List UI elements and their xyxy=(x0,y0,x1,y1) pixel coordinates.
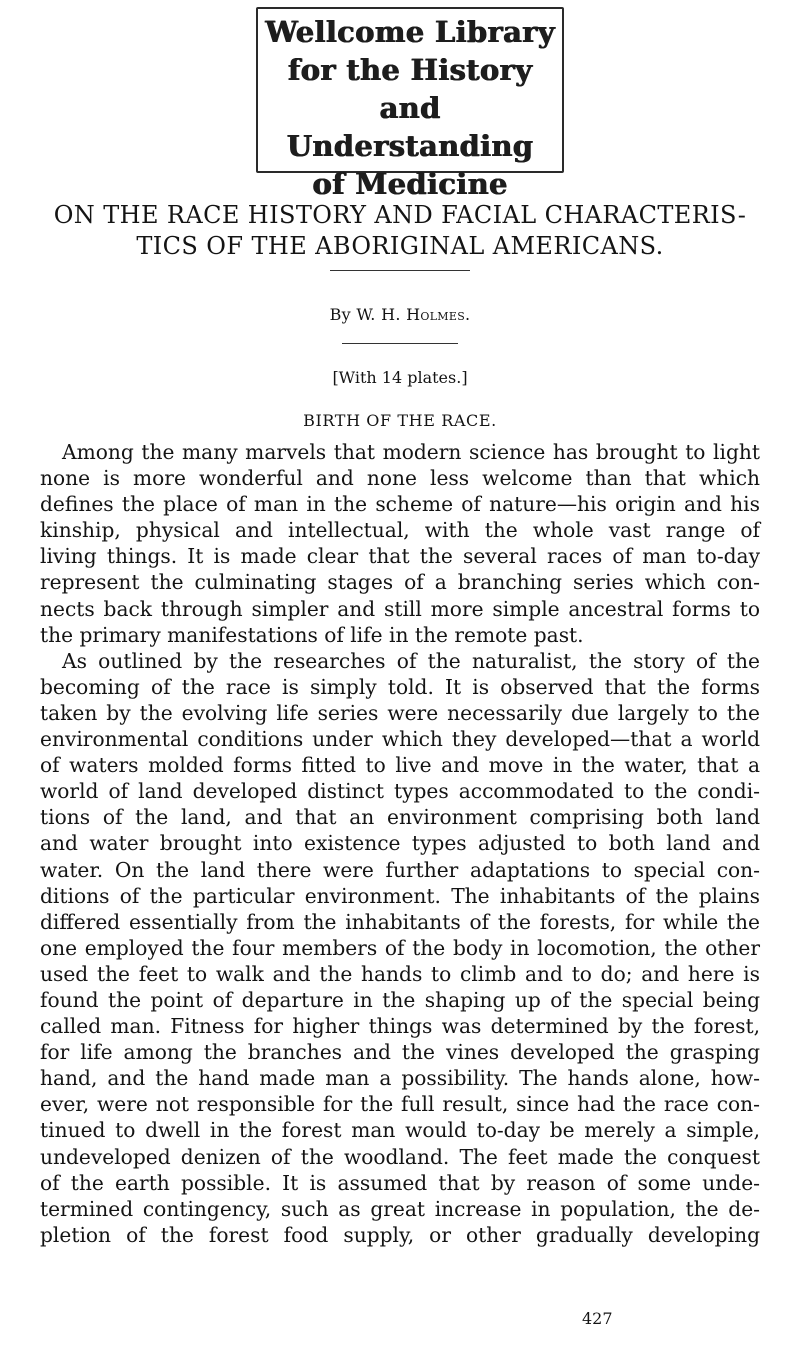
body-line: living things. It is made clear that the several races of man to-day xyxy=(40,544,760,569)
body-line: one employed the four members of the body in locomotion, the other xyxy=(40,935,760,960)
body-line: of waters molded forms fitted to live and move in the water, that a xyxy=(40,753,760,778)
byline xyxy=(0,305,800,324)
body-text xyxy=(40,439,760,1248)
title-divider xyxy=(330,270,470,271)
plates-note: [With 14 plates.] xyxy=(332,368,468,387)
body-line: tions of the land, and that an environment comprising both land xyxy=(40,805,760,830)
body-line: ever, were not responsible for the full result, since had the race con- xyxy=(40,1092,760,1117)
article-title-line-2: TICS OF THE ABORIGINAL AMERICANS. xyxy=(136,232,664,260)
stamp-line-4: of Medicine xyxy=(312,167,508,201)
body-line: nects back through simpler and still more simple ancestral forms to xyxy=(40,596,760,621)
byline-author: Holmes. xyxy=(406,305,471,324)
body-line: world of land developed distinct types accommodated to the condi- xyxy=(40,779,760,804)
page-number: 427 xyxy=(582,1309,613,1328)
body-line: of the earth possible. It is assumed that by reason of some unde- xyxy=(40,1170,760,1195)
body-line: Among the many marvels that modern science has brought to light xyxy=(62,440,760,464)
stamp-line-1: Wellcome Library xyxy=(265,15,555,49)
body-line: represent the culminating stages of a branching series which con- xyxy=(40,570,760,595)
body-line: defines the place of man in the scheme of nature—his origin and his xyxy=(40,492,760,517)
stamp-line-3: and Understanding xyxy=(286,91,534,163)
article-title xyxy=(40,200,760,262)
body-line: differed essentially from the inhabitants of the forests, for while the xyxy=(40,909,760,934)
body-line: kinship, physical and intellectual, with the whole vast range of xyxy=(40,518,760,543)
body-line: none is more wonderful and none less welcome than that which xyxy=(40,466,760,491)
body-line: water. On the land there were further adaptations to special con- xyxy=(40,857,760,882)
body-line: called man. Fitness for higher things was determined by the forest, xyxy=(40,1014,760,1039)
section-heading: BIRTH OF THE RACE. xyxy=(303,411,497,430)
article-title-line-1: ON THE RACE HISTORY AND FACIAL CHARACTERIS- xyxy=(53,201,747,229)
body-line: undeveloped denizen of the woodland. The feet made the conquest xyxy=(40,1144,760,1169)
body-line: taken by the evolving life series were necessarily due largely to the xyxy=(40,700,760,725)
body-line: environmental conditions under which they developed—that a world xyxy=(40,727,760,752)
body-line: pletion of the forest food supply, or other gradually developing xyxy=(40,1222,760,1247)
body-line: found the point of departure in the shaping up of the special being xyxy=(40,987,760,1012)
body-line: tinued to dwell in the forest man would to-day be merely a simple, xyxy=(40,1118,760,1143)
byline-prefix: By W. H. xyxy=(329,305,401,324)
body-line: and water brought into existence types adjusted to both land and xyxy=(40,831,760,856)
body-line: the primary manifestations of life in the remote past. xyxy=(40,622,584,647)
body-line: ditions of the particular environment. The inhabitants of the plains xyxy=(40,883,760,908)
byline-divider xyxy=(342,343,458,344)
body-line: termined contingency, such as great increase in population, the de- xyxy=(40,1196,760,1221)
library-stamp xyxy=(256,7,564,201)
body-line: for life among the branches and the vines developed the grasping xyxy=(40,1040,760,1065)
body-line: becoming of the race is simply told. It is observed that the forms xyxy=(40,674,760,699)
stamp-line-2: for the History xyxy=(287,53,533,87)
body-line: hand, and the hand made man a possibility. The hands alone, how- xyxy=(40,1066,760,1091)
body-line: used the feet to walk and the hands to climb and to do; and here is xyxy=(40,961,760,986)
body-line: As outlined by the researches of the naturalist, the story of the xyxy=(62,648,760,673)
